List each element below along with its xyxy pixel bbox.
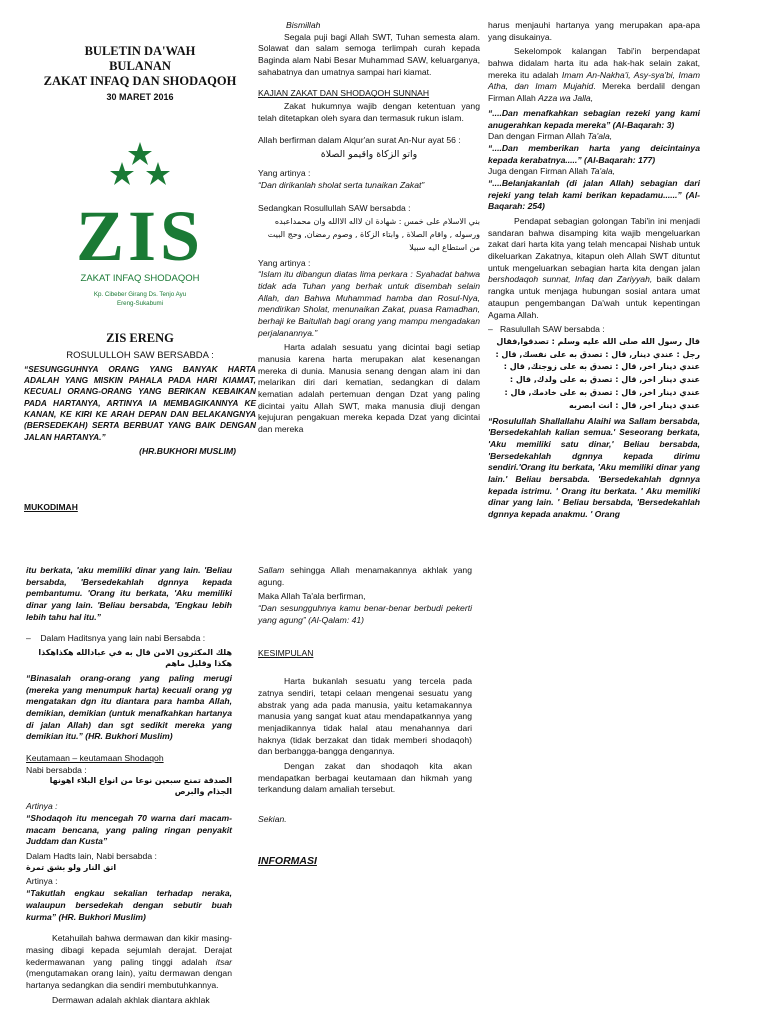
kesimpulan-paragraph-1: Harta bukanlah sesuatu yang tercela pada zatnya sendiri, tetapi celaan mengenai sesuatu yang abstrak yang ada pada manusia, yaitu ketamakannya manusia yang sangat kuat atau mendapatkannya yang menjadikannya tidak halal atau menahannya dari haknya (tidak berzakat dan tidak memberi shodaqoh) dan berbangga-bangga dengannya. xyxy=(258,676,472,757)
arabic-ittaqu-nar: اتق النار ولو بشق تمرة xyxy=(26,862,117,872)
sallam-line: Sallam sehingga Allah menamakannya akhlak yang agung. xyxy=(258,565,472,587)
logo-star-left xyxy=(110,162,134,185)
quote-baqarah-3: “....Dan menafkahkan sebagian rezeki yang kami anugerahkan kepada mereka” (Al-Baqarah: 3) xyxy=(488,107,700,130)
keutamaan-heading: Keutamaan – keutamaan Shodaqoh xyxy=(26,753,164,763)
column-2 xyxy=(258,20,480,439)
zis-logo xyxy=(64,136,216,324)
dermawan-paragraph: Ketahuilah bahwa dermawan dan kikir masing-masing dibagi kepada sejumlah derajat. Derajat kedermawanan yang paling tinggi adalah itsar (mengutamakan orang lain), yaitu dermawan dengan hartanya sedangkan dia sendiri membutuhkannya. xyxy=(26,933,233,990)
quote-baqarah-177: “....Dan memberikan harta yang deicintainya kepada kerabatnya.....” (Al-Baqarah: 177) xyxy=(488,142,700,165)
quote-dinar-continued: itu berkata, 'aku memiliki dinar yang lain. 'Beliau bersabda, 'Bersedekahlah dgnnya kepada pembantumu. 'Orang itu berkata, 'Aku memiliki dinar yang lain. 'Beliau bersabda, 'Engkau lebih lebih tahu hal itu.” xyxy=(26,565,232,622)
rasul-bersabda: Sedangkan Rosullullah SAW bersabda : xyxy=(258,203,411,214)
tabiin-conclusion: Pendapat sebagian golongan Tabi'in ini menjadi sandaran bahwa disamping kita wajib mengeluarkan zakat dari harta kita yang telah mencapai Nishab untuk dikeluarkan Zakatnya, kitapun oleh Allah SWT dituntut untuk mengeluarkan sebagian harta kita dengan jalan bershodaqoh sunnat, Infaq dan Zariyyah, baik dalam rangka untuk menjaga hubungan sosial antara umat ataupun pengembangan Da'wah untuk kepentingan Agama Allah. xyxy=(488,216,700,320)
logo-address-1: Kp. Cibeber Girang Ds. Tenjo Ayu xyxy=(93,291,187,298)
quote-al-qalam: “Dan sesungguhnya kamu benar-benar berbudi pekerti yang agung” (Al-Qalam: 41) xyxy=(258,603,472,625)
firman-intro-1: Dan dengan Firman Allah Ta'ala, xyxy=(488,131,613,142)
tabiin-paragraph: Sekelompok kalangan Tabi'in berpendapat bahwa didalam harta itu ada hak-hak selain zakat, mereka itu adalah Imam An-Nakha'i, Asy-sya'bi, Imam Atha, dan Imam Mujahid. Mereka berdalil dengan Firman Allah Azza wa Jalla, xyxy=(488,46,700,104)
zakat-law-paragraph: Zakat hukumnya wajib dengan ketentuan yang telah ditetapkan oleh syara dan termasuk rukun islam. xyxy=(258,101,480,123)
header-block xyxy=(24,44,256,103)
nabi-bersabda-1: Nabi bersabda : xyxy=(26,764,87,775)
hadith-text: “SESUNGGUHNYA ORANG YANG BANYAK HARTA ADALAH YANG MISKIN PAHALA PADA HARI KIAMAT, KECUALI ORANG-ORANG YANG BERIKAN KEBAIKAN PADA HARTANYA, ARTINYA IA MEMBAGIKANNYA KE KANAN, KE KIRI KE ARAH DEPAN DAN BELAKANGNYA (BERSEDEKAH) SERTA BERBUAT YANG BAIK DENGAN JALAN HARTANYA.” xyxy=(24,363,256,442)
quote-binasalah: “Binasalah orang-orang yang paling merugi (mereka yang menumpuk harta) kecuali orang yg mengatakan dgn itu diantara para hamba Allah, demikian, demikian (untuk menafkahkan hartanya di jalan Allah) dan sgt sedikit mereka yang demikian itu.” (HR. Bukhori Muslim) xyxy=(26,672,232,742)
meaning-label-4: Artinya : xyxy=(26,876,58,887)
hadith-source: (HR.BUKHORI MUSLIM) xyxy=(139,445,236,456)
kajian-heading: KAJIAN ZAKAT DAN SHODAQOH SUNNAH xyxy=(258,88,430,99)
kesimpulan-paragraph-2: Dengan zakat dan shodaqoh kita akan mendapatkan berbagai keutamaan dan hikmah yang terkandung dalam amaliah tersebut. xyxy=(258,760,472,795)
arabic-sadaqah-70: الصدقة تمنع سبعين نوعا من انواع البلاء اهونها الجذام والبرص xyxy=(49,776,232,797)
bulletin-frequency: BULANAN xyxy=(109,59,171,73)
bulletin-title: BULETIN DA'WAH xyxy=(84,44,196,58)
arabic-verse-1: واتو الزكاة واقيمو الصلاة xyxy=(320,149,418,161)
meaning-label-3: Artinya : xyxy=(26,801,58,812)
hadits-lain-intro: Dalam Hadts lain, Nabi bersabda : xyxy=(26,850,157,861)
logo-address-2: Ereng-Sukabumi xyxy=(116,300,164,307)
quote-five-pillars: “Islam itu dibangun diatas lima perkara : Syahadat bahwa tidak ada Tuhan yang berhak untuk disembah selain Allah, dan Bahwa Muhammad hamba dan Rosul-Nya, mendirikan Sholat, menunaikan Zakat, puasa Ramadhan, berhaji ke Baitullah bagi orang yang mampu mengadakan perjalanannya.” xyxy=(258,269,480,338)
quote-takutlah: “Takutlah engkau sekalian terhadap neraka, walaupun bersedekah dengan sebutir buah kurma” (HR. Bukhori Muslim) xyxy=(26,888,232,922)
mukodimah-heading: MUKODIMAH xyxy=(24,502,78,512)
logo-mark: ZIS xyxy=(75,196,205,276)
allah-berfirman: Maka Allah Ta'ala berfirman, xyxy=(258,591,366,602)
sekian: Sekian. xyxy=(258,814,287,824)
quote-shodaqoh-70: “Shodaqoh itu mencegah 70 warna dari macam-macam bencana, yang paling ringan penyakit Juddam dan Kusta” xyxy=(26,812,232,847)
column-3 xyxy=(488,20,700,524)
hadith-other-bullet: – Dalam Haditsnya yang lain nabi Bersabda : xyxy=(26,633,206,644)
arabic-hadith-mukthirun: هلك المكثرون الامن قال به في عبادالله هكذاهكذا هكذا وقليل ماهم xyxy=(38,648,232,668)
arabic-hadith-islam: بني الاسلام على خمس : شهادة ان لااله الاالله وان محمداعبده ورسوله , واقام الصلاة , وابتاء الزكاة , وصوم رمضان, وحج البيت من استطاع اليه سبيلا xyxy=(267,217,480,252)
column-5 xyxy=(258,565,472,871)
rasul-bullet: – Rasulullah SAW bersabda : xyxy=(488,324,605,335)
meaning-label-1: Yang artinya : xyxy=(258,168,311,179)
bismillah: Bismillah xyxy=(286,20,321,30)
arabic-hadith-dinar: قال رسول الله صلى الله عليه وسلم : تصدقوا,فقال رجل : عندي دينار, قال : تصدق به على نفسك, قال : عندي دينار اخر, قال : تصدق به على زوجتك, قال : عندي دينار اخر, قال : تصدق به على ولدك, قال : عندي دينار اخر, قال : تصدق به على خادمك, قال : عندي دينار اخر, قال : انت ابصربه xyxy=(495,336,700,410)
firman-intro-2: Juga dengan Firman Allah Ta'ala, xyxy=(488,166,615,177)
zis-title: ZIS ERENG xyxy=(106,331,174,345)
kesimpulan-heading: KESIMPULAN xyxy=(258,648,314,659)
logo-star-top xyxy=(128,142,152,165)
harta-paragraph: Harta adalah sesuatu yang dicintai bagi setiap manusia karena harta merupakan alat kesenangan mereka di dunia. Manusia senang dengan alam ini dan melarikan diri dari kematian, sedangkan di dalam kematian adalah pertemuan dengan Dzat yang paling dicintai yaitu Allah SWT, maka manusia diuji dengan kejujuran pengakuan mereka kepada Dzat yang dicintai dan mereka xyxy=(258,342,480,435)
meaning-label-2: Yang artinya : xyxy=(258,257,311,268)
hadith-intro: ROSULULLOH SAW BERSABDA : xyxy=(66,350,214,361)
logo-star-right xyxy=(146,162,170,185)
bulletin-date: 30 MARET 2016 xyxy=(106,92,174,102)
logo-name: ZAKAT INFAQ SHODAQOH xyxy=(80,273,200,284)
hadith-block-1 xyxy=(24,350,256,461)
bulletin-subject: ZAKAT INFAQ DAN SHODAQOH xyxy=(43,74,237,88)
col3-continuation: harus menjauhi hartanya yang merupakan apa-apa yang disukainya. xyxy=(488,20,700,42)
quote-sholat-zakat: “Dan dirikanlah sholat serta tunaikan Zakat” xyxy=(258,179,425,190)
column-4 xyxy=(26,565,232,1009)
informasi-heading: INFORMASI xyxy=(258,854,317,867)
dermawan-akhlak: Dermawan adalah akhlak diantara akhlak xyxy=(52,994,210,1005)
quote-baqarah-254: “....Belanjakanlah (di jalan Allah) sebagian dari rejeki yang telah kami berikan kepadamu......” (Al-Baqarah: 254) xyxy=(488,177,700,212)
opening-paragraph: Segala puji bagi Allah SWT, Tuhan semesta alam. Solawat dan salam semoga terlimpah curah kepada Baginda alam Nabi Besar Muhammad SAW, keluarganya, sahabatnya dan umatnya sampai hari kiamat. xyxy=(258,31,480,77)
quote-dinar-story: “Rosulullah Shallallahu Alaihi wa Sallam bersabda, 'Bersedekahlah kalian semua.' Seseorang berkata, 'Aku memiliki satu dinar,' Beliau bersabda, 'Bersedekahlah dgnnya kepada dirimu sendiri.'Orang itu berkata, 'Aku memiliki dinar yang lain.' Beliau bersabda. 'Bersedekahlah dgnnya kepada istrimu. ' Orang itu berkata. ' Aku memiliki dinar yang lain. ' Beliau bersabda, 'Bersedekahlah dgnnya kepada anakmu. ' Orang xyxy=(488,415,700,520)
an-nur-intro: Allah berfirman dalam Alqur'an surat An-Nur ayat 56 : xyxy=(258,134,461,145)
